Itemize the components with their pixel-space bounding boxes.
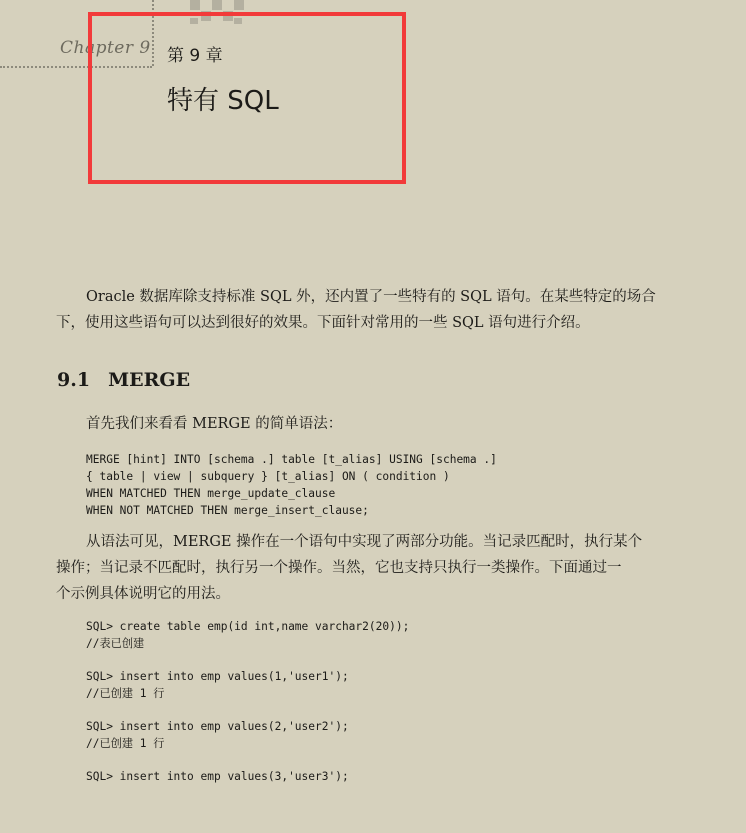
explain-line: 操作；当记录不匹配时，执行另一个操作。当然，它也支持只执行一类操作。下面通过一 [56, 560, 622, 576]
code-line: WHEN MATCHED THEN merge_update_clause [86, 487, 336, 500]
code-line: MERGE [hint] INTO [schema .] table [t_alias] USING [schema .] [86, 453, 497, 466]
code-comment: //已创建 1 行 [86, 687, 165, 700]
section-number: 9.1 [57, 369, 91, 391]
code-line: SQL> create table emp(id int,name varchar2(20)); [86, 620, 410, 633]
intro-line: 下，使用这些语句可以达到很好的效果。下面针对常用的一些 SQL 语句进行介绍。 [56, 315, 590, 331]
intro-paragraph [56, 284, 686, 336]
explain-line: 从语法可见，MERGE 操作在一个语句中实现了两部分功能。当记录匹配时，执行某个 [86, 534, 643, 550]
intro-line: Oracle 数据库除支持标准 SQL 外，还内置了一些特有的 SQL 语句。在某些特定的场合 [86, 289, 656, 305]
highlight-box [88, 12, 406, 184]
explain-paragraph [56, 529, 686, 607]
section-title: MERGE [108, 369, 191, 391]
syntax-intro [56, 411, 686, 437]
code-line: SQL> insert into emp values(3,'user3'); [86, 770, 349, 783]
chapter-number: 第 9 章 [167, 46, 223, 66]
section-heading [57, 369, 190, 391]
code-line: SQL> insert into emp values(2,'user2'); [86, 720, 349, 733]
example-code-block [86, 618, 686, 785]
code-line: SQL> insert into emp values(1,'user1'); [86, 670, 349, 683]
chapter-script-label: Chapter 9 [60, 38, 151, 58]
code-line: { table | view | subquery } [t_alias] ON ( condition ) [86, 470, 450, 483]
chapter-title: 特有 SQL [167, 86, 279, 116]
code-comment: //已创建 1 行 [86, 737, 165, 750]
explain-line: 个示例具体说明它的用法。 [56, 586, 230, 602]
code-comment: //表已创建 [86, 637, 145, 650]
syntax-code-block [86, 451, 686, 519]
code-line: WHEN NOT MATCHED THEN merge_insert_clause; [86, 504, 369, 517]
syntax-intro-line: 首先我们来看看 MERGE 的简单语法： [86, 416, 343, 432]
